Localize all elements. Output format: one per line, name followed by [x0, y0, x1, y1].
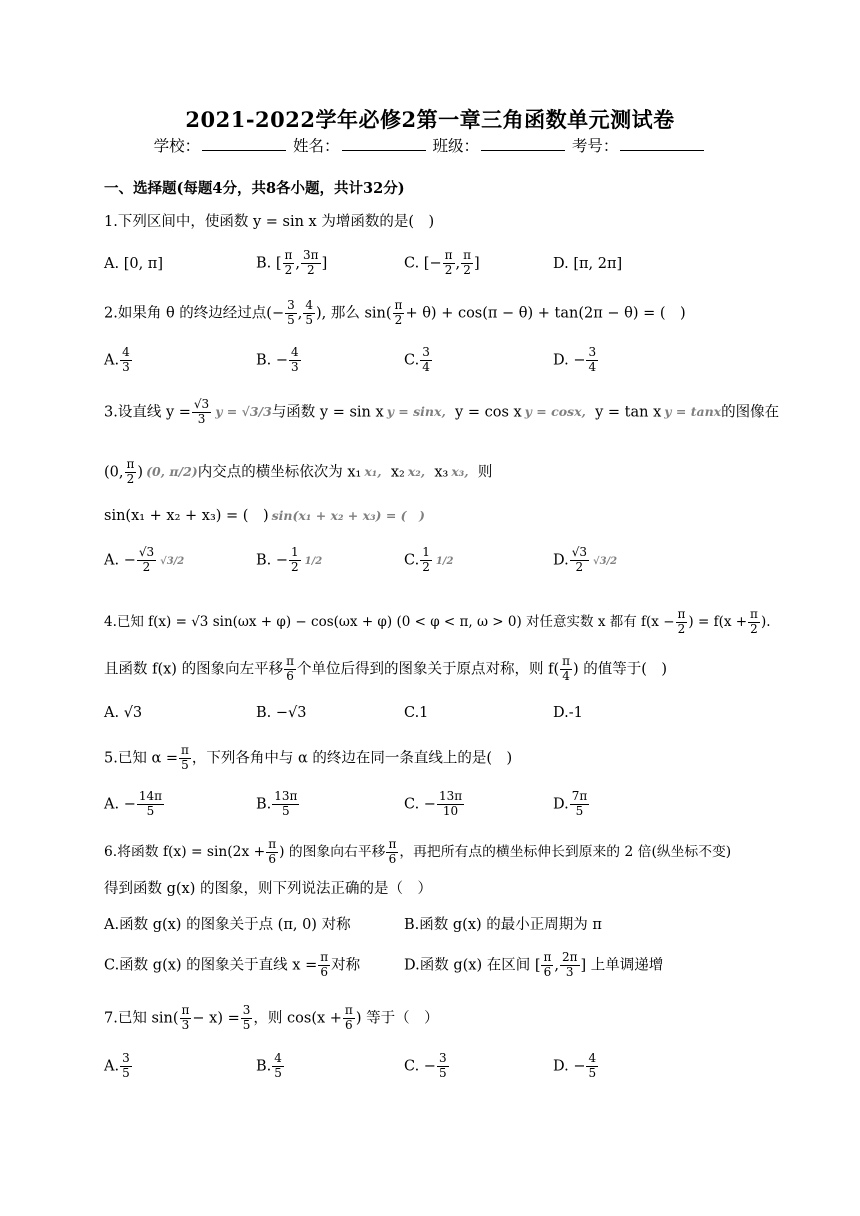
q7-option-c: C. − $\frac{3}{5}$ — [404, 1051, 447, 1080]
number-label: 考号： — [571, 137, 619, 155]
class-blank[interactable] — [481, 137, 565, 151]
fraction: $\frac{\pi}{2}$ — [444, 248, 453, 277]
q2-option-a: A. $\frac{4}{3}$ — [104, 345, 130, 374]
q7-option-a: A. $\frac{3}{5}$ — [104, 1051, 130, 1080]
q1-option-d: D. [π, 2π] — [553, 256, 623, 272]
question-3-line-2: (0, $\frac{\pi}{2}$ ) (0, π/2)内交点的横坐标依次为 x₁ x₁, x₂ x₂, x₃ x₃, 则 — [104, 457, 493, 486]
question-4-line-2: 且函数 f(x) 的图象向左平移 $\frac{\pi}{6}$ 个单位后得到的图象关于原点对称，则 f( $\frac{\pi}{4}$ ) 的值等于( ) — [104, 654, 668, 683]
section-heading: 一、选择题(每题4分，共8各小题，共计32分) — [104, 180, 405, 197]
q4-option-c: C.1 — [404, 705, 429, 721]
question-2: 2.如果角 θ 的终边经过点(− $\frac{3}{5}$ , $\frac{4}{5}$ ), 那么 sin( $\frac{\pi}{2}$ + θ) + cos(π − θ) + tan(2π − θ) = ( ) — [104, 298, 686, 327]
student-info-line — [0, 134, 860, 156]
question-6-line-2: 得到函数 g(x) 的图象，则下列说法正确的是（ ） — [104, 881, 432, 897]
q2-option-c: C. $\frac{3}{4}$ — [404, 345, 430, 374]
q3-option-d: D. $\frac{√3}{2}$ √3/2 — [553, 545, 618, 574]
q6-option-d: D.函数 g(x) 在区间 [ $\frac{\pi}{6}$ , $\frac{2\pi}{3}$ ] 上单调递增 — [404, 950, 664, 979]
exam-title: 2021-2022学年必修2第一章三角函数单元测试卷 — [185, 107, 675, 132]
fraction: $\frac{3}{5}$ — [287, 298, 295, 327]
q1-option-b: B. [ $\frac{\pi}{2}$ , $\frac{3\pi}{2}$ ] — [256, 248, 328, 277]
fraction: $\frac{\pi}{2}$ — [394, 298, 403, 327]
question-5: 5.已知 α = $\frac{\pi}{5}$ ，下列各角中与 α 的终边在同一条直线上的是( ) — [104, 743, 513, 772]
q5-option-d: D. $\frac{7\pi}{5}$ — [553, 789, 588, 818]
q6-option-a: A.函数 g(x) 的图象关于点 (π, 0) 对称 — [104, 917, 351, 933]
q6-option-c: C.函数 g(x) 的图象关于直线 x = $\frac{\pi}{6}$ 对称 — [104, 950, 361, 979]
fraction: $\frac{3\pi}{2}$ — [303, 248, 319, 277]
q1-option-c: C. [− $\frac{\pi}{2}$ , $\frac{\pi}{2}$ ] — [404, 248, 480, 277]
question-4-line-1: 4.已知 f(x) = √3 sin(ωx + φ) − cos(ωx + φ) (0 < φ < π, ω > 0) 对任意实数 x 都有 f(x − $\frac{\pi}{2}$ ) = f(x + $\frac{\pi}{2}$ ). — [104, 607, 771, 636]
q7-option-d: D. − $\frac{4}{5}$ — [553, 1051, 597, 1080]
school-blank[interactable] — [202, 137, 286, 151]
school-label: 学校： — [153, 137, 201, 155]
q6-option-b: B.函数 g(x) 的最小正周期为 π — [404, 917, 602, 933]
number-blank[interactable] — [620, 137, 704, 151]
q3-option-c: C. $\frac{1}{2}$ 1/2 — [404, 545, 454, 574]
question-3-line-1: 3.设直线 y = $\frac{√3}{3}$ y = √3/3与函数 y = sin x y = sinx, y = cos x y = cosx, y = tan x y = tanx的图像在 — [104, 397, 780, 426]
q1-option-a: A. [0, π] — [104, 256, 163, 272]
q3-option-a: A. − $\frac{√3}{2}$ √3/2 — [104, 545, 185, 574]
q7-option-b: B. $\frac{4}{5}$ — [256, 1051, 282, 1080]
question-3-line-3: sin(x₁ + x₂ + x₃) = ( ) sin(x₁ + x₂ + x₃) = ( ) — [104, 508, 425, 524]
question-6-line-1: 6.将函数 f(x) = sin(2x + $\frac{\pi}{6}$ ) 的图象向右平移 $\frac{\pi}{6}$ ，再把所有点的横坐标伸长到原来的 2 倍(纵坐标不变) — [104, 837, 732, 866]
name-blank[interactable] — [342, 137, 426, 151]
question-7: 7.已知 sin( $\frac{\pi}{3}$ − x) = $\frac{3}{5}$ ，则 cos(x + $\frac{\pi}{6}$ ) 等于（ ） — [104, 1003, 439, 1032]
q2-option-d: D. − $\frac{3}{4}$ — [553, 345, 597, 374]
question-1: 1.下列区间中，使函数 y = sin x 为增函数的是( ) — [104, 214, 435, 230]
q5-option-c: C. − $\frac{13\pi}{10}$ — [404, 789, 463, 818]
q4-option-b: B. −√3 — [256, 705, 307, 721]
q3-option-b: B. − $\frac{1}{2}$ 1/2 — [256, 545, 323, 574]
name-label: 姓名： — [293, 137, 340, 155]
q2-option-b: B. − $\frac{4}{3}$ — [256, 345, 299, 374]
class-label: 班级： — [432, 137, 479, 155]
fraction: $\frac{\pi}{2}$ — [463, 248, 471, 277]
q4-option-a: A. √3 — [104, 705, 143, 721]
q4-option-d: D.-1 — [553, 705, 583, 721]
q5-option-b: B. $\frac{13\pi}{5}$ — [256, 789, 298, 818]
fraction: $\frac{4}{5}$ — [305, 298, 313, 327]
fraction: $\frac{\pi}{2}$ — [284, 248, 293, 277]
q5-option-a: A. − $\frac{14\pi}{5}$ — [104, 789, 162, 818]
